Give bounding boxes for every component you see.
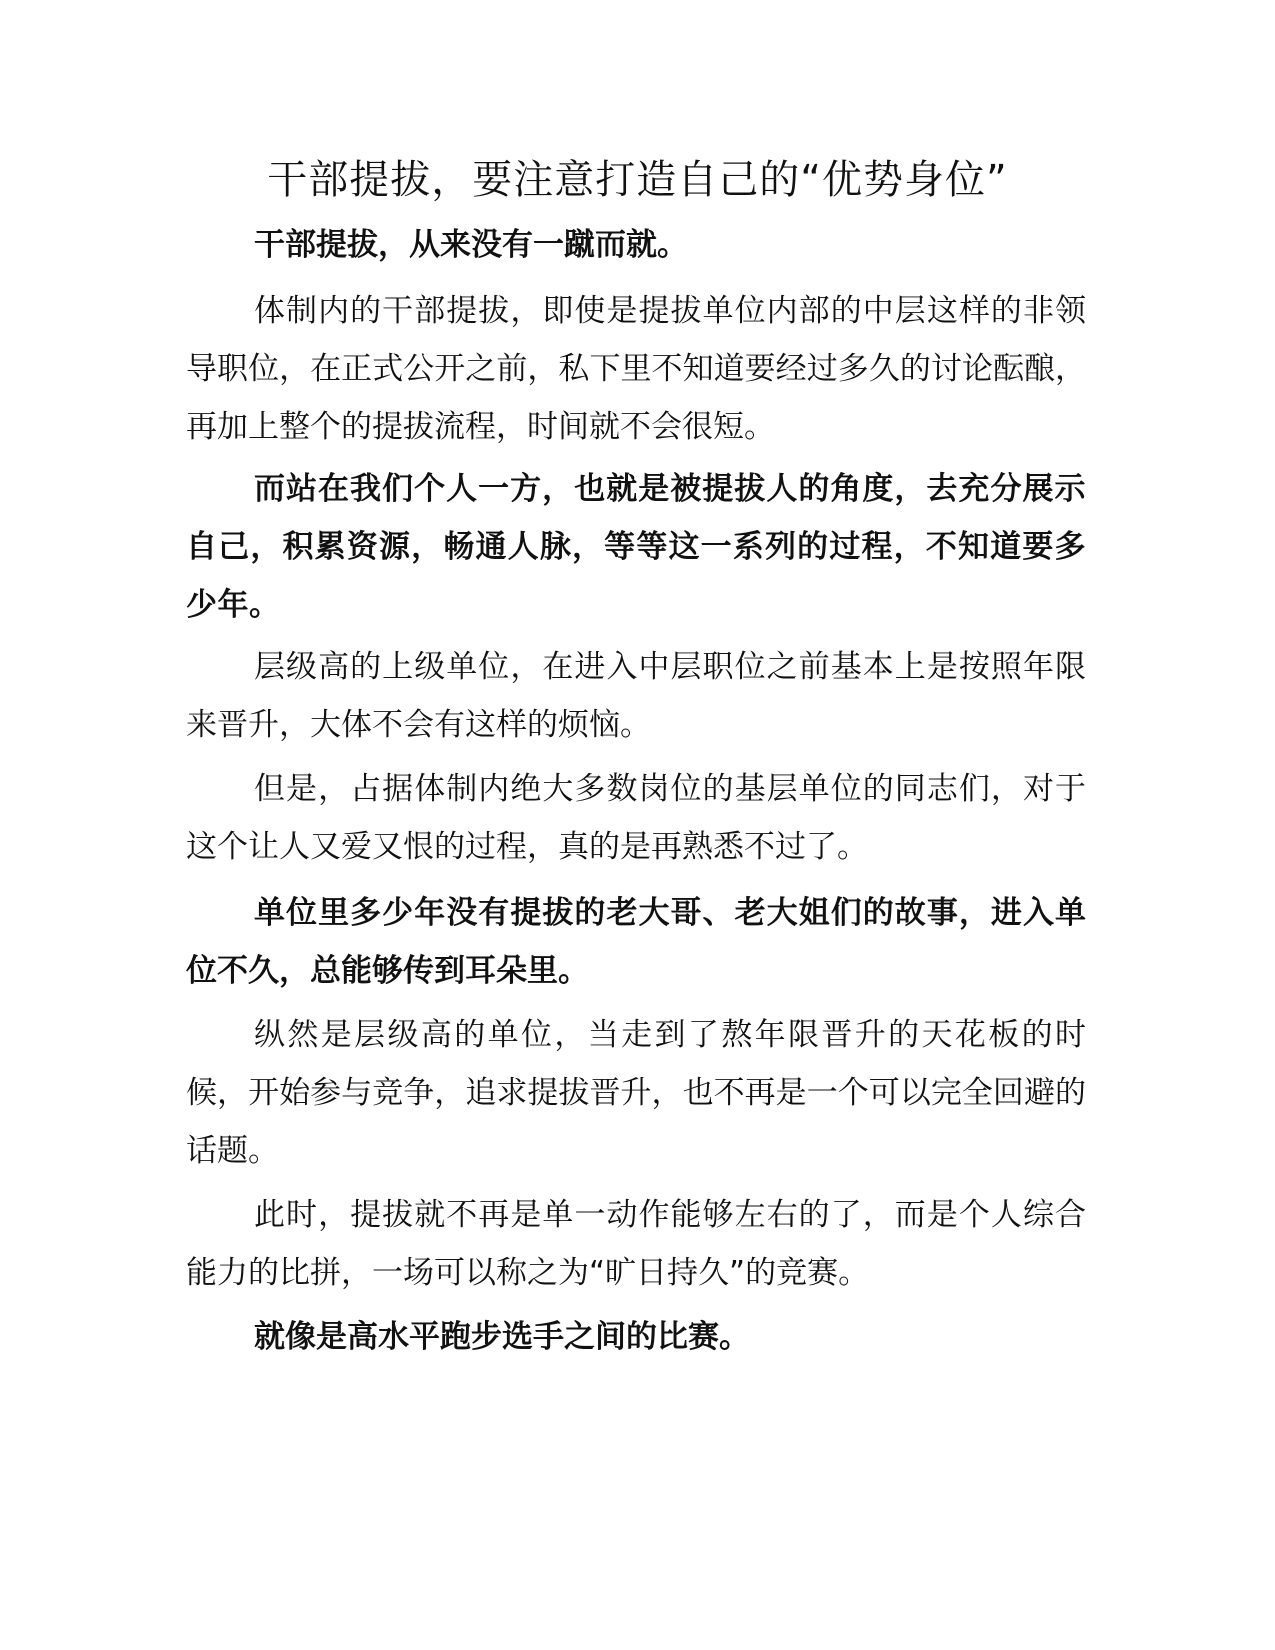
paragraph-8: 此时，提拔就不再是单一动作能够左右的了，而是个人综合能力的比拼，一场可以称之为“旷日持久”的竞赛。 <box>186 1197 1086 1291</box>
paragraph-9: 就像是高水平跑步选手之间的比赛。 <box>254 1319 750 1355</box>
paragraph-1: 干部提拔，从来没有一蹴而就。 <box>254 227 688 263</box>
paragraph-7: 纵然是层级高的单位，当走到了熬年限晋升的天花板的时候，开始参与竞争，追求提拔晋升，也不再是一个可以完全回避的话题。 <box>186 1017 1086 1169</box>
paragraph-3: 而站在我们个人一方，也就是被提拔人的角度，去充分展示自己，积累资源，畅通人脉，等等这一系列的过程，不知道要多少年。 <box>186 471 1086 623</box>
paragraph-5: 但是，占据体制内绝大多数岗位的基层单位的同志们，对于这个让人又爱又恨的过程，真的是再熟悉不过了。 <box>186 771 1086 865</box>
paragraph-4: 层级高的上级单位，在进入中层职位之前基本上是按照年限来晋升，大体不会有这样的烦恼。 <box>186 649 1086 743</box>
document-title: 干部提拔，要注意打造自己的“优势身位” <box>267 157 1008 203</box>
paragraph-2: 体制内的干部提拔，即使是提拔单位内部的中层这样的非领导职位，在正式公开之前，私下里不知道要经过多久的讨论酝酿，再加上整个的提拔流程，时间就不会很短。 <box>186 293 1086 445</box>
paragraph-6: 单位里多少年没有提拔的老大哥、老大姐们的故事，进入单位不久，总能够传到耳朵里。 <box>186 895 1086 989</box>
